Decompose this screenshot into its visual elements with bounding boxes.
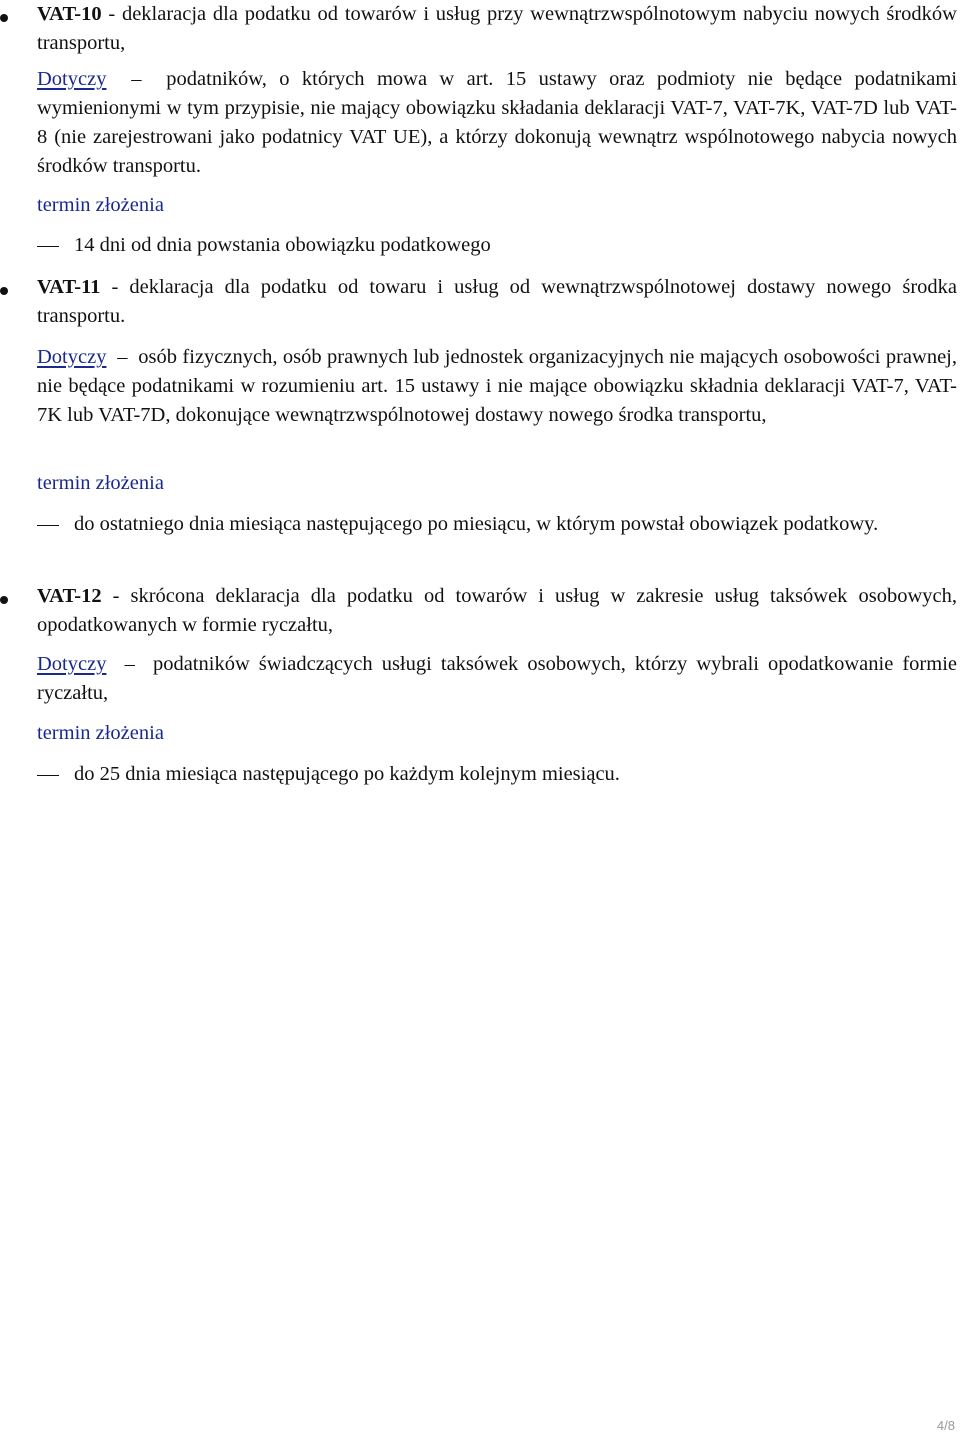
bullet-icon bbox=[0, 287, 8, 295]
form-code: VAT-10 bbox=[37, 3, 102, 25]
form-code: VAT-12 bbox=[37, 585, 102, 607]
page-number: 4/8 bbox=[936, 1418, 955, 1433]
form-description: - deklaracja dla podatku od towarów i usług przy wewnątrzwspólnotowym nabyciu nowych środków transportu, bbox=[37, 3, 957, 54]
dash-icon bbox=[37, 775, 59, 776]
section-vat-12-title bbox=[37, 582, 957, 640]
section-vat-12-deadline-label bbox=[37, 719, 957, 748]
deadline-text: do ostatniego dnia miesiąca następującego po miesiącu, w którym powstał obowiązek podatkowy. bbox=[74, 513, 879, 535]
form-code: VAT-11 bbox=[37, 276, 101, 298]
section-vat-10-title bbox=[37, 0, 957, 58]
section-vat-11-applies: Dotyczy – osób fizycznych, osób prawnych lub jednostek organizacyjnych nie mających osobowości prawnej, nie będące podatnikami w rozumieniu art. 15 ustawy i nie mające obowiązku składnia deklaracji VAT-7, VAT-7K lub VAT-7D, dokonujące wewnątrzwspólnotowej dostawy nowego środka transportu, bbox=[37, 346, 957, 426]
section-vat-10-applies: Dotyczy – podatników, o których mowa w art. 15 ustawy oraz podmioty nie będące podatnikami wymienionymi w tym przypisie, nie mający obowiązku składania deklaracji VAT-7, VAT-7K, VAT-7D lub VAT-8 (nie zarejestrowani jako podatnicy VAT UE), a którzy dokonują wewnątrz wspólnotowego nabycia nowych środków transportu. bbox=[37, 68, 958, 177]
form-description: - skrócona deklaracja dla podatku od towarów i usług w zakresie usług taksówek osobowych, opodatkowanych w formie ryczałtu, bbox=[37, 585, 957, 636]
applies-label: Dotyczy bbox=[37, 68, 107, 90]
bullet-icon bbox=[0, 14, 8, 22]
deadline-text: 14 dni od dnia powstania obowiązku podatkowego bbox=[74, 234, 491, 256]
section-vat-11-deadline bbox=[37, 510, 957, 539]
section-vat-11-deadline-label bbox=[37, 469, 957, 498]
form-description: - deklaracja dla podatku od towaru i usług od wewnątrzwspólnotowej dostawy nowego środka transportu. bbox=[37, 276, 957, 327]
section-vat-10-deadline bbox=[74, 231, 954, 260]
applies-text: podatników, o których mowa w art. 15 ustawy oraz podmioty nie będące podatnikami wymienionymi w tym przypisie, nie mający obowiązku składania deklaracji VAT-7, VAT-7K, VAT-7D lub VAT-8 (nie zarejestrowani jako podatnicy VAT UE), a którzy dokonują wewnątrz wspólnotowego nabycia nowych środków transportu. bbox=[37, 68, 958, 177]
section-vat-12-applies: Dotyczy – podatników świadczących usługi taksówek osobowych, którzy wybrali opodatkowanie formie ryczałtu, bbox=[37, 653, 957, 704]
section-vat-11-title bbox=[37, 273, 957, 331]
applies-label: Dotyczy bbox=[37, 346, 107, 368]
applies-text: podatników świadczących usługi taksówek osobowych, którzy wybrali opodatkowanie formie ryczałtu, bbox=[37, 653, 957, 704]
applies-label: Dotyczy bbox=[37, 653, 107, 675]
section-vat-10-deadline-label bbox=[37, 191, 957, 220]
deadline-label: termin złożenia bbox=[37, 194, 164, 216]
deadline-label: termin złożenia bbox=[37, 472, 164, 494]
bullet-icon bbox=[0, 596, 8, 604]
dash-icon bbox=[37, 246, 59, 247]
applies-text: osób fizycznych, osób prawnych lub jednostek organizacyjnych nie mających osobowości prawnej, nie będące podatnikami w rozumieniu art. 15 ustawy i nie mające obowiązku składnia deklaracji VAT-7, VAT-7K lub VAT-7D, dokonujące wewnątrzwspólnotowej dostawy nowego środka transportu, bbox=[37, 346, 957, 426]
section-vat-12-deadline bbox=[74, 760, 954, 789]
deadline-text: do 25 dnia miesiąca następującego po każdym kolejnym miesiącu. bbox=[74, 763, 620, 785]
deadline-label: termin złożenia bbox=[37, 722, 164, 744]
